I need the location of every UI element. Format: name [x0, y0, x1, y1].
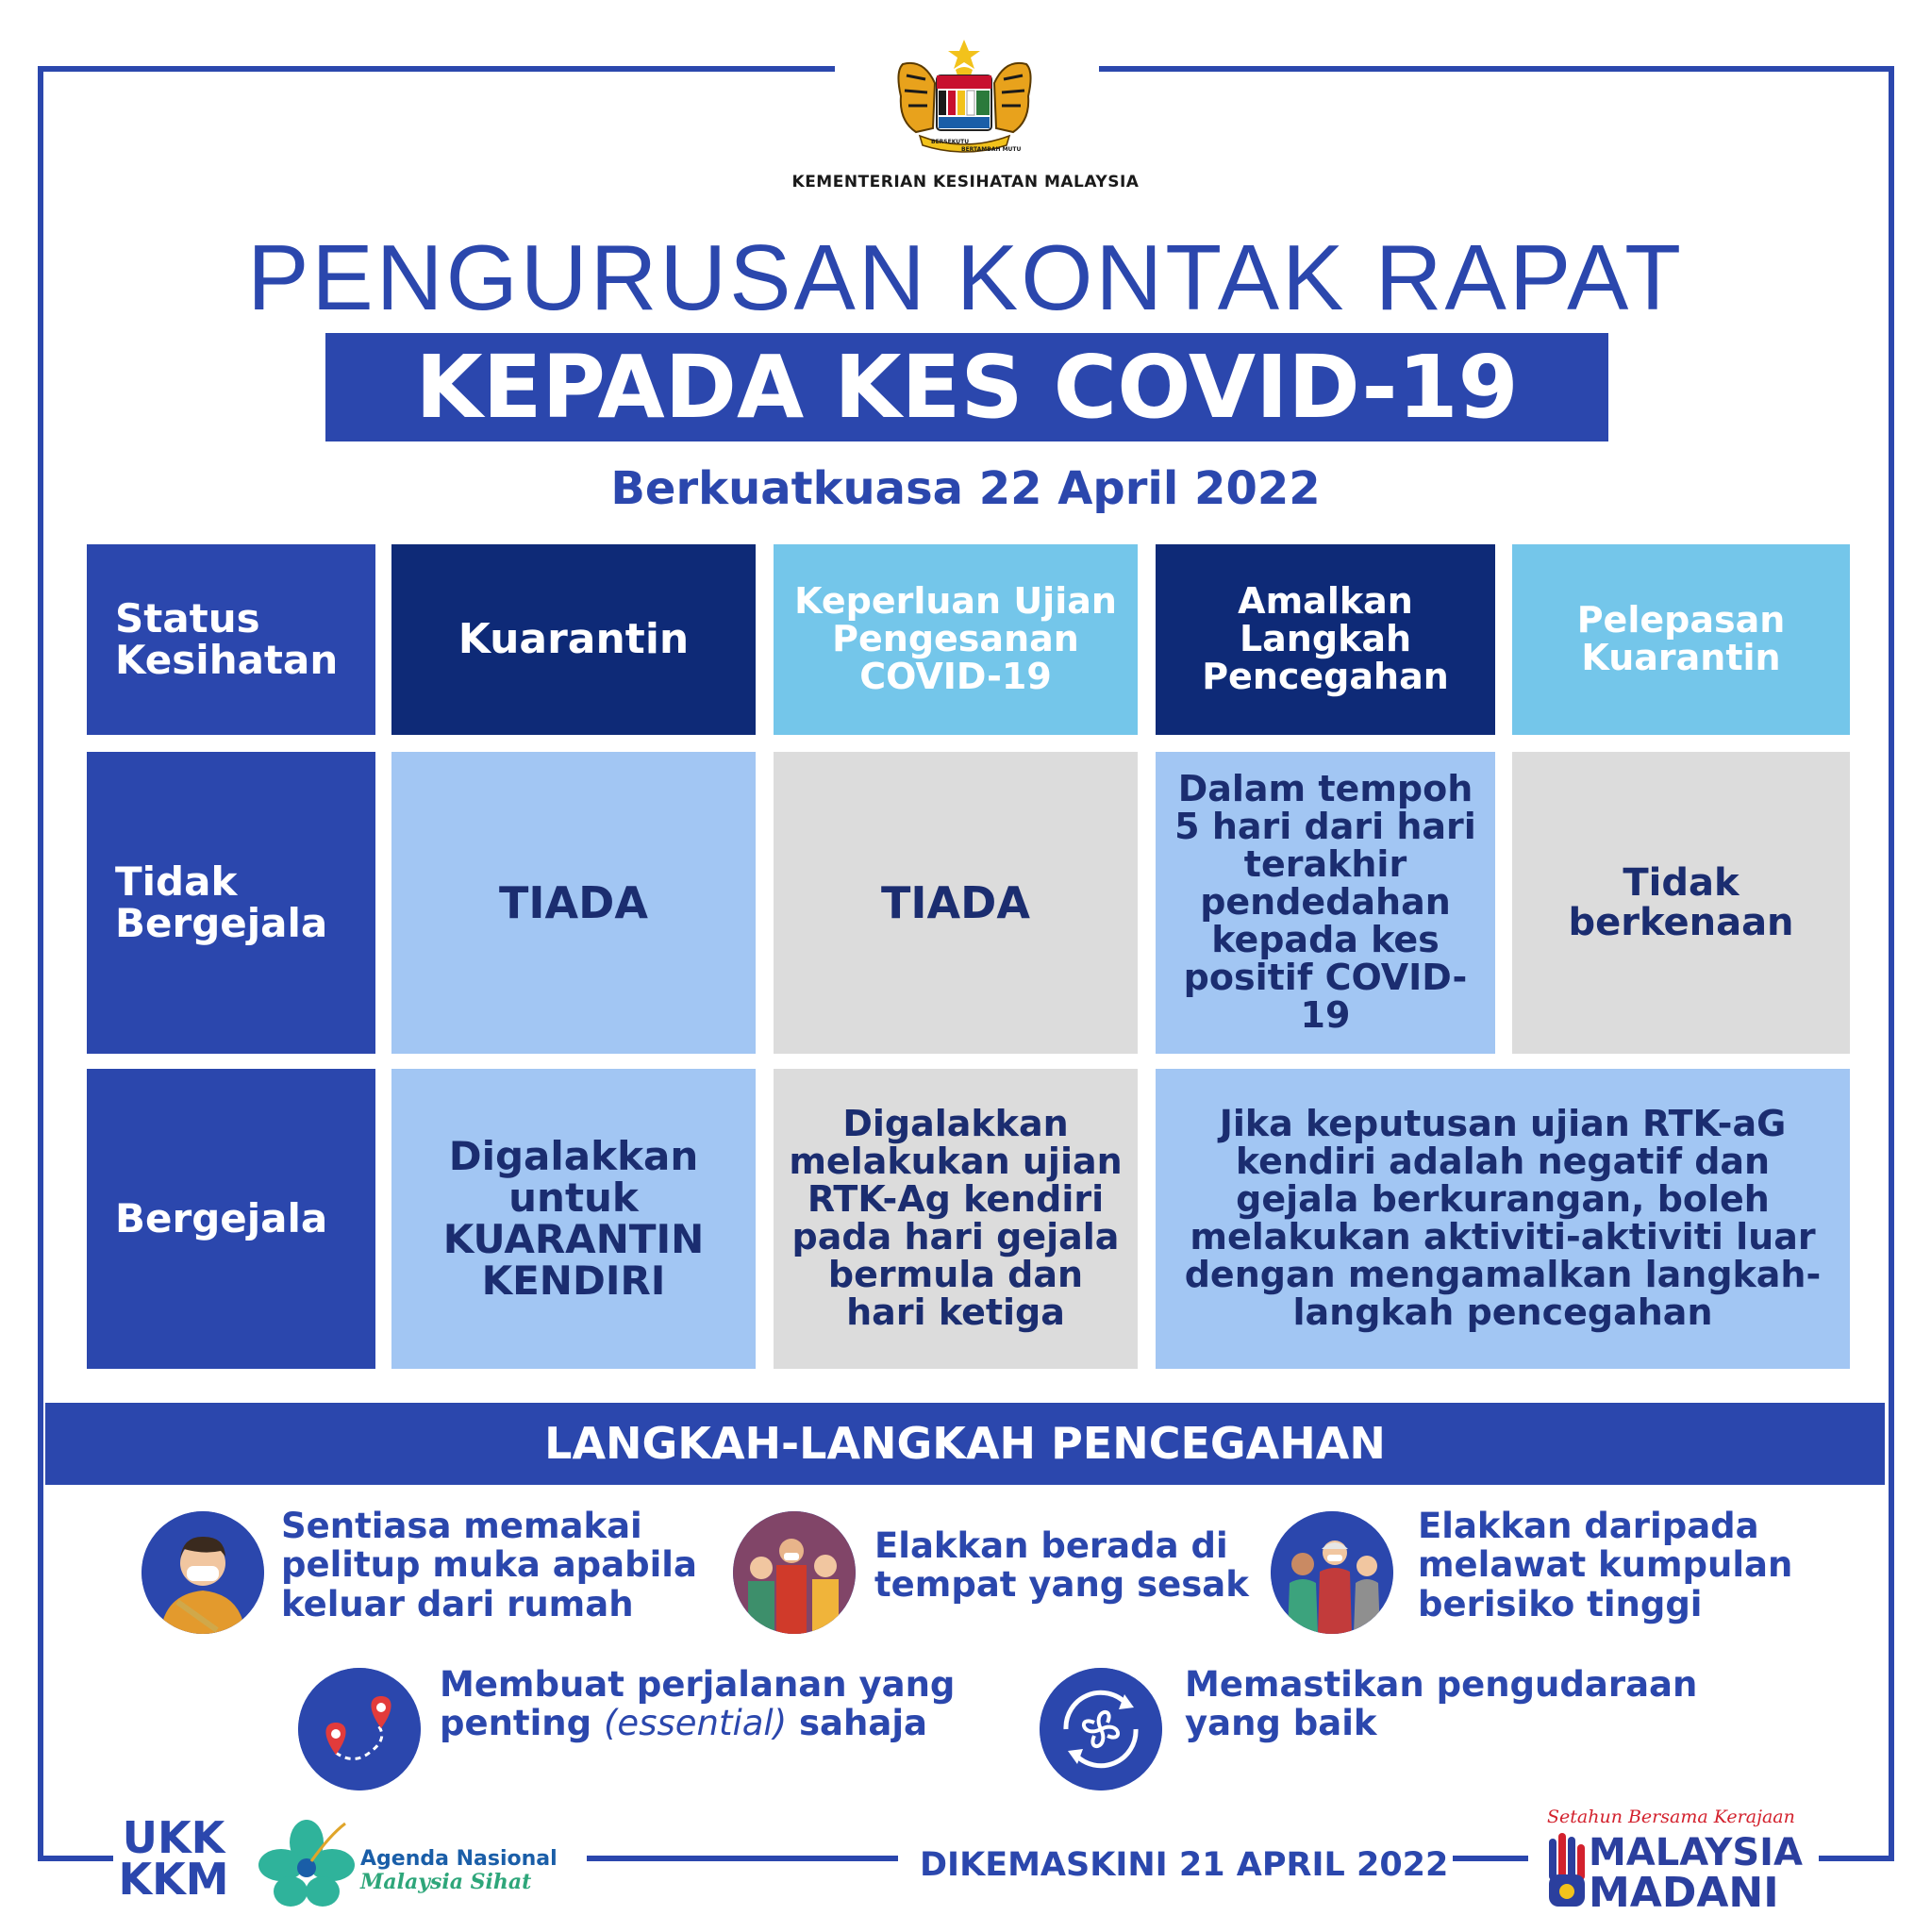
header-pelepasan: Pelepasan Kuarantin [1512, 544, 1850, 735]
mask-person-icon [141, 1511, 264, 1634]
tip-elderly-text: Elakkan daripada melawat kumpulan berisiko tinggi [1418, 1506, 1793, 1624]
row-tidak-bergejala-pencegahan: Dalam tempoh 5 hari dari hari terakhir pendedahan kepada kes positif COVID-19 [1156, 752, 1495, 1054]
svg-text:BERSEKUTU: BERSEKUTU [931, 139, 970, 145]
madani-hand-icon [1545, 1833, 1587, 1908]
crowd-icon [733, 1511, 856, 1634]
madani-logo-line1: MALAYSIA [1589, 1831, 1803, 1874]
ukk-logo-line1: UKK [122, 1812, 225, 1863]
tip-travel-text-a: Membuat perjalanan yang penting [440, 1664, 956, 1744]
agenda-nasional-logo [360, 1847, 558, 1895]
tip-travel-text [440, 1665, 968, 1743]
tip-ventilation-text: Memastikan pengudaraan yang baik [1185, 1664, 1698, 1744]
ministry-name: KEMENTERIAN KESIHATAN MALAYSIA [791, 173, 1140, 192]
travel-route-icon [298, 1668, 421, 1790]
svg-text:BERTAMBAH MUTU: BERTAMBAH MUTU [961, 146, 1022, 153]
header-status-kesihatan: Status Kesihatan [87, 544, 375, 735]
tip-crowd-text: Elakkan berada di tempat yang sesak [874, 1525, 1249, 1606]
effective-date: Berkuatkuasa 22 April 2022 [610, 462, 1321, 515]
frame-right [1889, 66, 1894, 1861]
elderly-group-icon [1271, 1511, 1393, 1634]
malaysia-crest-icon [882, 38, 1047, 160]
header-ujian: Keperluan Ujian Pengesanan COVID-19 [774, 544, 1138, 735]
frame-bottom-mid-b [1453, 1856, 1528, 1861]
prevention-title: LANGKAH-LANGKAH PENCEGAHAN [45, 1403, 1885, 1485]
tip-travel-text-em: (essential) [604, 1703, 788, 1744]
madani-tagline: Setahun Bersama Kerajaan [1547, 1807, 1795, 1827]
tip-mask-text: Sentiasa memakai pelitup muka apabila keluar dari rumah [281, 1506, 697, 1624]
frame-top-right [1099, 66, 1894, 72]
ventilation-fan-icon [1040, 1668, 1162, 1790]
row-bergejala-ujian: Digalakkan melakukan ujian RTK-Ag kendiri pada hari gejala bermula dan hari ketiga [774, 1069, 1138, 1369]
header-kuarantin: Kuarantin [391, 544, 756, 735]
frame-left [38, 66, 43, 1861]
frame-bottom-mid-a [587, 1856, 898, 1861]
madani-logo-line2: MADANI [1589, 1869, 1779, 1917]
tip-travel-text-b: sahaja [787, 1703, 927, 1744]
updated-date: DIKEMASKINI 21 APRIL 2022 [920, 1846, 1449, 1884]
page-subtitle-banner: KEPADA KES COVID-19 [325, 333, 1608, 441]
row-bergejala-pencegahan-pelepasan: Jika keputusan ujian RTK-aG kendiri adalah negatif dan gejala berkurangan, boleh melakukan aktiviti-aktiviti luar dengan mengamalkan langkah-langkah pencegahan [1156, 1069, 1850, 1369]
frame-bottom-right [1819, 1856, 1894, 1861]
header-pencegahan: Amalkan Langkah Pencegahan [1156, 544, 1495, 735]
row-tidak-bergejala-pelepasan: Tidak berkenaan [1512, 752, 1850, 1054]
ukk-logo-line2: KKM [118, 1853, 229, 1905]
row-tidak-bergejala-status: Tidak Bergejala [87, 752, 375, 1054]
row-tidak-bergejala-kuarantin: TIADA [391, 752, 756, 1054]
agenda-line1: Agenda Nasional [360, 1847, 558, 1871]
row-bergejala-status: Bergejala [87, 1069, 375, 1369]
ukk-kkm-logo [117, 1812, 230, 1905]
frame-bottom-left [38, 1856, 113, 1861]
hibiscus-logo-icon [255, 1816, 358, 1910]
agenda-line2: Malaysia Sihat [360, 1870, 532, 1895]
page-title: PENGURUSAN KONTAK RAPAT [247, 225, 1684, 329]
row-tidak-bergejala-ujian: TIADA [774, 752, 1138, 1054]
frame-top-left [38, 66, 835, 72]
row-bergejala-kuarantin: Digalakkan untuk KUARANTIN KENDIRI [391, 1069, 756, 1369]
